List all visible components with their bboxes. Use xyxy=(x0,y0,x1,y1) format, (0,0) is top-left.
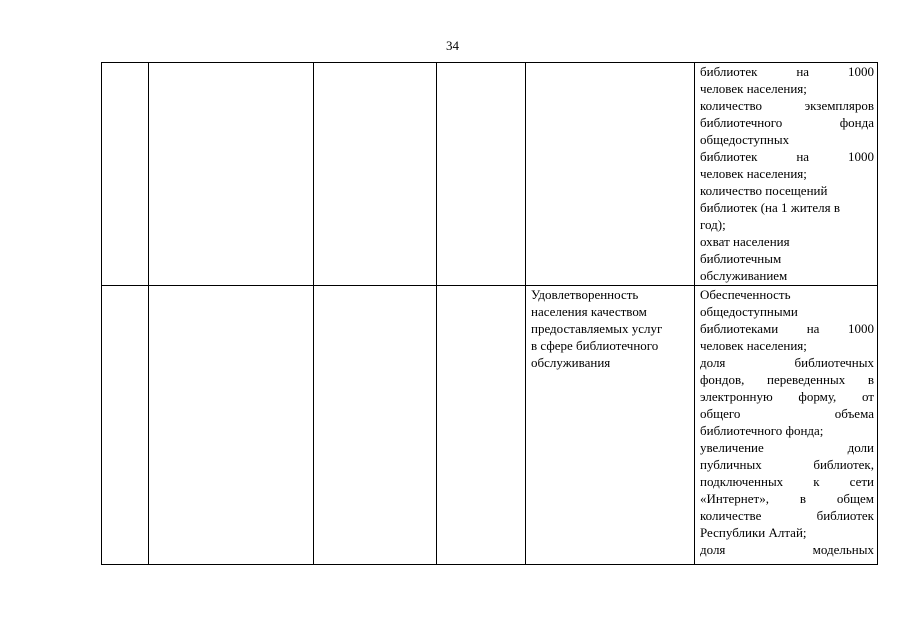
indicator-word: увеличение xyxy=(700,440,764,455)
indicator-list xyxy=(700,286,874,558)
table-cell-executor xyxy=(314,63,437,286)
indicator-word: количестве xyxy=(700,508,762,523)
indicator-word: количество xyxy=(700,98,763,113)
indicator-text-line: количество посещений xyxy=(700,183,828,198)
indicator-text-line xyxy=(700,354,874,371)
indicator-text-line: человек населения; xyxy=(700,166,807,181)
indicator-text-line: общедоступными xyxy=(700,304,798,319)
document-table xyxy=(101,62,878,565)
goal-text-line: предоставляемых услуг xyxy=(531,321,663,336)
table-cell-name xyxy=(149,286,314,565)
indicator-text-line xyxy=(700,490,874,507)
indicator-text-line xyxy=(700,388,874,405)
indicator-word: сети xyxy=(849,474,874,489)
indicator-word: библиотек xyxy=(816,508,874,523)
indicator-word: на xyxy=(796,64,810,79)
table-cell-period xyxy=(437,63,526,286)
indicator-word: 1000 xyxy=(847,149,874,164)
indicator-word: публичных xyxy=(700,457,762,472)
table-cell-indicators xyxy=(695,63,878,286)
indicator-word: объема xyxy=(834,406,874,421)
indicator-word: от xyxy=(861,389,874,404)
table-cell-indicators xyxy=(695,286,878,565)
indicator-word: библиотечных xyxy=(794,355,874,370)
indicator-word: библиотечного xyxy=(700,115,783,130)
goal-text-line: населения качеством xyxy=(531,304,647,319)
indicator-word: 1000 xyxy=(847,64,874,79)
indicator-word: фондов, xyxy=(700,372,745,387)
indicator-text-line xyxy=(700,97,874,114)
table-row xyxy=(102,63,878,286)
table-cell-period xyxy=(437,286,526,565)
indicator-word: экземпляров xyxy=(804,98,874,113)
table-row xyxy=(102,286,878,565)
indicator-text-line xyxy=(700,405,874,422)
indicator-text-line: общедоступных xyxy=(700,132,790,147)
indicator-text-line: человек населения; xyxy=(700,81,807,96)
indicator-list xyxy=(700,63,874,284)
table-cell-number xyxy=(102,286,149,565)
indicator-word: доля xyxy=(700,542,726,557)
indicator-text-line: библиотечным xyxy=(700,251,782,266)
indicator-text-line xyxy=(700,148,874,165)
indicator-word: к xyxy=(813,474,820,489)
indicator-word: доли xyxy=(847,440,874,455)
indicator-word: «Интернет», xyxy=(700,491,769,506)
indicator-text-line xyxy=(700,371,874,388)
indicator-word: библиотек xyxy=(700,149,758,164)
goal-text-line: в сфере библиотечного xyxy=(531,338,659,353)
indicator-text-line: человек населения; xyxy=(700,338,807,353)
indicator-text-line xyxy=(700,439,874,456)
indicator-word: в xyxy=(799,491,806,506)
indicator-word: электронную xyxy=(700,389,773,404)
indicator-text-line: Обеспеченность xyxy=(700,287,791,302)
table-cell-number xyxy=(102,63,149,286)
goal-text-line: обслуживания xyxy=(531,355,611,370)
indicator-word: библиотек, xyxy=(813,457,874,472)
indicator-word: в xyxy=(867,372,874,387)
indicator-word: доля xyxy=(700,355,726,370)
table-cell-executor xyxy=(314,286,437,565)
indicator-word: общего xyxy=(700,406,741,421)
indicator-word: библиотек xyxy=(700,64,758,79)
indicator-text-line: Республики Алтай; xyxy=(700,525,807,540)
page-number: 34 xyxy=(446,38,459,53)
indicator-text-line xyxy=(700,507,874,524)
indicator-word: модельных xyxy=(812,542,874,557)
indicator-text-line xyxy=(700,473,874,490)
indicator-text-line: библиотечного фонда; xyxy=(700,423,824,438)
indicator-word: библиотеками xyxy=(700,321,779,336)
indicator-text-line xyxy=(700,456,874,473)
indicator-word: общем xyxy=(836,491,874,506)
indicator-word: переведенных xyxy=(767,372,846,387)
indicator-word: на xyxy=(796,149,810,164)
table-cell-goal xyxy=(526,286,695,565)
table-cell-goal xyxy=(526,63,695,286)
goal-text-line: Удовлетворенность xyxy=(531,287,639,302)
indicator-text-line xyxy=(700,541,874,558)
indicator-word: подключенных xyxy=(700,474,784,489)
indicator-text-line xyxy=(700,63,874,80)
indicator-word: на xyxy=(806,321,820,336)
indicator-text-line xyxy=(700,320,874,337)
indicator-text-line: год); xyxy=(700,217,726,232)
indicator-text-line: обслуживанием xyxy=(700,268,788,283)
indicator-word: форму, xyxy=(798,389,837,404)
indicator-text-line: охват населения xyxy=(700,234,790,249)
indicator-word: фонда xyxy=(839,115,874,130)
indicator-word: 1000 xyxy=(848,321,874,336)
indicator-text-line: библиотек (на 1 жителя в xyxy=(700,200,840,215)
table-cell-name xyxy=(149,63,314,286)
indicator-text-line xyxy=(700,114,874,131)
